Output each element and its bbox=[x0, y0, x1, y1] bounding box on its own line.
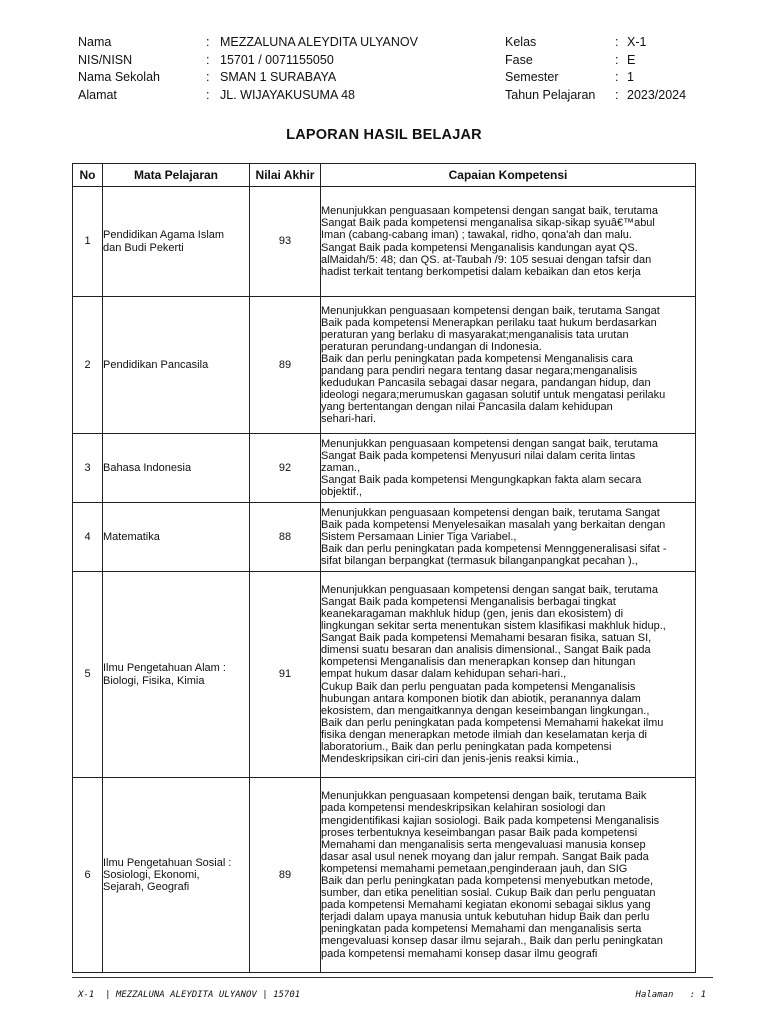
student-field-right-1 bbox=[505, 52, 686, 70]
competency-line: proses terbentuknya keseimbangan pasar Baik pada kompetensi bbox=[321, 826, 638, 839]
student-info-right bbox=[505, 34, 686, 104]
competency-line: yang bertentangan dengan nilai Pancasila dalam kehidupan bbox=[321, 401, 613, 414]
student-field-right-0 bbox=[505, 34, 686, 52]
subject-line: Pendidikan Agama Islam bbox=[103, 229, 225, 242]
field-value: JL. WIJAYAKUSUMA 48 bbox=[220, 87, 355, 102]
competency-line: pada kompetensi mendeskripsikan kelahiran sosiologi dan bbox=[321, 802, 606, 815]
row-competency bbox=[321, 297, 696, 434]
competency-line: Sangat Baik pada kompetensi Mengungkapkan fakta alam secara bbox=[321, 474, 642, 487]
field-label: Semester bbox=[505, 70, 559, 84]
field-label: Kelas bbox=[505, 35, 537, 49]
row-number: 2 bbox=[73, 297, 103, 434]
competency-line: empat hukum dasar dalam kehidupan sehari-hari., bbox=[321, 668, 567, 681]
field-value: SMAN 1 SURABAYA bbox=[220, 70, 337, 84]
competency-line: mengevaluasi konsep dasar ilmu sejarah., Baik dan perlu peningkatan bbox=[321, 935, 663, 948]
student-info-left bbox=[78, 34, 418, 104]
row-competency bbox=[321, 503, 696, 572]
subject-line: Ilmu Pengetahuan Alam : bbox=[103, 662, 226, 675]
field-value: 1 bbox=[627, 70, 634, 84]
field-separator: : bbox=[206, 70, 210, 84]
competency-line: Menunjukkan penguasaan kompetensi dengan sangat baik, terutama bbox=[321, 583, 658, 596]
competency-line: peraturan yang berlaku di masyarakat;menganalisis tata urutan bbox=[321, 328, 629, 341]
row-subject bbox=[103, 503, 250, 572]
row-competency bbox=[321, 572, 696, 778]
field-label: Nama bbox=[78, 35, 112, 49]
header-competency: Capaian Kompetensi bbox=[321, 164, 696, 187]
field-label: NIS/NISN bbox=[78, 52, 133, 67]
competency-line: terjadi dalam upaya manusia untuk kebutuhan hidup Baik dan perlu bbox=[321, 911, 650, 924]
field-separator: : bbox=[206, 52, 210, 67]
field-separator: : bbox=[615, 87, 619, 102]
field-separator: : bbox=[615, 35, 619, 49]
report-title: LAPORAN HASIL BELAJAR bbox=[286, 127, 482, 143]
subject-line: Sejarah, Geografi bbox=[103, 881, 190, 894]
competency-line: zaman., bbox=[321, 461, 361, 474]
competency-line: Baik pada kompetensi Menyelesaikan masalah yang berkaitan dengan bbox=[321, 518, 666, 531]
competency-line: pada kompetensi Memahami kegiatan ekonomi sebagai siklus yang bbox=[321, 899, 651, 912]
competency-line: dasar asal usul nenek moyang dan jalur rempah. Sangat Baik pada bbox=[321, 850, 649, 863]
subject-line: Biologi, Fisika, Kimia bbox=[103, 674, 205, 687]
row-score: 89 bbox=[250, 778, 321, 973]
field-separator: : bbox=[615, 52, 619, 67]
competency-line: fisika dengan menerapkan metode ilmiah dan keselamatan kerja di bbox=[321, 728, 647, 741]
table-row bbox=[73, 503, 696, 572]
row-subject bbox=[103, 572, 250, 778]
grades-header-row bbox=[73, 164, 696, 187]
competency-line: sumber, dan etika penelitian sosial. Cukup Baik dan perlu penguatan bbox=[321, 887, 656, 900]
subject-line: dan Budi Pekerti bbox=[103, 241, 184, 254]
competency-line: hadist terkait tentang berkompetisi dalam kebaikan dan etos kerja bbox=[321, 265, 641, 278]
competency-line: Sangat Baik pada kompetensi Menganalisis berbagai tingkat bbox=[321, 595, 616, 608]
row-number: 5 bbox=[73, 572, 103, 778]
row-score: 89 bbox=[250, 297, 321, 434]
competency-line: Baik dan perlu peningkatan pada kompetensi Menganalisis cara bbox=[321, 352, 633, 365]
field-separator: : bbox=[615, 70, 619, 84]
student-field-right-3 bbox=[505, 87, 686, 105]
competency-line: sehari-hari. bbox=[321, 413, 377, 426]
row-number: 1 bbox=[73, 187, 103, 297]
student-field-left-3 bbox=[78, 87, 418, 105]
competency-line: peraturan perundang-undangan di Indonesia. bbox=[321, 340, 542, 353]
row-competency bbox=[321, 778, 696, 973]
competency-line: keanekaragaman makhluk hidup (gen, jenis dan ekosistem) di bbox=[321, 607, 624, 620]
field-separator: : bbox=[206, 35, 210, 49]
competency-line: Iman (cabang-cabang iman) ; tawakal, ridho, qona'ah dan malu. bbox=[321, 229, 632, 242]
header-score: Nilai Akhir bbox=[250, 164, 321, 187]
row-competency bbox=[321, 187, 696, 297]
competency-line: kompetensi memahami pemetaan,penginderaan jauh, dan SIG bbox=[321, 862, 628, 875]
subject-line: Ilmu Pengetahuan Sosial : bbox=[103, 856, 232, 869]
student-field-left-0 bbox=[78, 34, 418, 52]
competency-line: Baik pada kompetensi Menerapkan perilaku taat hukum berdasarkan bbox=[321, 316, 657, 329]
student-field-right-2 bbox=[505, 69, 686, 87]
competency-line: kompetensi Menganalisis dan menerapkan konsep dan hitungan bbox=[321, 656, 636, 669]
row-subject bbox=[103, 297, 250, 434]
field-separator: : bbox=[206, 87, 210, 102]
competency-line: laboratorium., Baik dan perlu peningkatan pada kompetensi bbox=[321, 741, 612, 754]
field-value: 2023/2024 bbox=[627, 87, 687, 102]
field-label: Nama Sekolah bbox=[78, 70, 160, 84]
competency-line: Sangat Baik pada kompetensi Menganalisis kandungan ayat QS. bbox=[321, 241, 638, 254]
competency-line: Sangat Baik pada kompetensi menganalisa sikap-sikap syuâ€™abul bbox=[321, 217, 655, 230]
field-label: Tahun Pelajaran bbox=[505, 87, 596, 102]
row-subject bbox=[103, 434, 250, 503]
row-score: 88 bbox=[250, 503, 321, 572]
competency-line: Memahami dan menganalisis serta mengevaluasi manusia konsep bbox=[321, 838, 646, 851]
subject-line: Bahasa Indonesia bbox=[103, 461, 192, 474]
table-row bbox=[73, 434, 696, 503]
header-no: No bbox=[73, 164, 103, 187]
row-number: 4 bbox=[73, 503, 103, 572]
field-value: 15701 / 0071155050 bbox=[220, 52, 334, 67]
competency-line: kedudukan Pancasila sebagai dasar negara, pandangan hidup, dan bbox=[321, 377, 651, 390]
competency-line: objektif., bbox=[321, 486, 362, 499]
competency-line: Menunjukkan penguasaan kompetensi dengan baik, terutama Sangat bbox=[321, 506, 660, 519]
competency-line: sifat bilangan berpangkat (termasuk bilanganpangkat pecahan )., bbox=[321, 555, 638, 568]
competency-line: hubungan antara komponen biotik dan abiotik, peranannya dalam bbox=[321, 692, 641, 705]
competency-line: Menunjukkan penguasaan kompetensi dengan baik, terutama Baik bbox=[321, 790, 647, 803]
row-score: 92 bbox=[250, 434, 321, 503]
footer-student: X-1 | MEZZALUNA ALEYDITA ULYANOV | 15701 bbox=[78, 990, 301, 1000]
subject-line: Pendidikan Pancasila bbox=[103, 358, 209, 371]
row-number: 6 bbox=[73, 778, 103, 973]
row-score: 93 bbox=[250, 187, 321, 297]
student-field-left-2 bbox=[78, 69, 418, 87]
subject-line: Matematika bbox=[103, 530, 160, 543]
grades-table bbox=[72, 163, 696, 973]
table-row bbox=[73, 187, 696, 297]
competency-line: Sistem Persamaan Linier Tiga Variabel., bbox=[321, 530, 517, 543]
table-row bbox=[73, 297, 696, 434]
competency-line: Baik dan perlu peningkatan pada kompetensi menyebutkan metode, bbox=[321, 875, 654, 887]
field-label: Fase bbox=[505, 52, 533, 67]
competency-line: ideologi negara;merumuskan gagasan solutif untuk mengatasi perilaku bbox=[321, 389, 666, 402]
field-value: MEZZALUNA ALEYDITA ULYANOV bbox=[220, 35, 418, 49]
competency-line: Menunjukkan penguasaan kompetensi dengan sangat baik, terutama bbox=[321, 437, 658, 450]
competency-line: Menunjukkan penguasaan kompetensi dengan sangat baik, terutama bbox=[321, 205, 658, 218]
competency-line: pada kompetensi memahami konsep dasar ilmu geografi bbox=[321, 947, 598, 960]
competency-line: Baik dan perlu peningkatan pada kompetensi Memahami hakekat ilmu bbox=[321, 716, 664, 729]
header-subject: Mata Pelajaran bbox=[103, 164, 250, 187]
table-row bbox=[73, 572, 696, 778]
competency-line: ekosistem, dan mengaitkannya dengan keseimbangan lingkungan., bbox=[321, 704, 650, 717]
row-number: 3 bbox=[73, 434, 103, 503]
field-value: X-1 bbox=[627, 35, 647, 49]
competency-line: pandang para pendiri negara tentang dasar negara;menganalisis bbox=[321, 365, 638, 377]
footer-rule bbox=[72, 977, 713, 978]
competency-line: Sangat Baik pada kompetensi Memahami besaran fisika, satuan SI, bbox=[321, 632, 652, 645]
student-field-left-1 bbox=[78, 52, 418, 70]
competency-line: Mendeskripsikan ciri-ciri dan jenis-jenis reaksi kimia., bbox=[321, 753, 579, 766]
competency-line: Sangat Baik pada kompetensi Menyusuri nilai dalam cerita lintas bbox=[321, 449, 636, 462]
competency-line: peningkatan pada kompetensi Memahami dan menganalisis serta bbox=[321, 923, 642, 936]
competency-line: Cukup Baik dan perlu penguatan pada kompetensi Menganalisis bbox=[321, 680, 636, 693]
subject-line: Sosiologi, Ekonomi, bbox=[103, 868, 200, 881]
competency-line: dimensi suatu besaran dan analisis dimensional., Sangat Baik pada bbox=[321, 644, 651, 657]
competency-line: lingkungan sekitar serta menentukan sistem klasifikasi makhluk hidup., bbox=[321, 620, 666, 633]
row-score: 91 bbox=[250, 572, 321, 778]
competency-line: Baik dan perlu peningkatan pada kompetensi Mennggeneralisasi sifat - bbox=[321, 543, 667, 556]
competency-line: mengidentifikasi kajian sosiologi. Baik pada kompetensi Menganalisis bbox=[321, 814, 660, 827]
footer-page: Halaman : 1 bbox=[635, 990, 706, 1000]
row-subject bbox=[103, 187, 250, 297]
row-subject bbox=[103, 778, 250, 973]
field-label: Alamat bbox=[78, 87, 117, 102]
competency-line: alMaidah/5: 48; dan QS. at-Taubah /9: 105 sesuai dengan tafsir dan bbox=[321, 253, 652, 266]
competency-line: Menunjukkan penguasaan kompetensi dengan baik, terutama Sangat bbox=[321, 304, 660, 317]
row-competency bbox=[321, 434, 696, 503]
table-row bbox=[73, 778, 696, 973]
field-value: E bbox=[627, 52, 636, 67]
